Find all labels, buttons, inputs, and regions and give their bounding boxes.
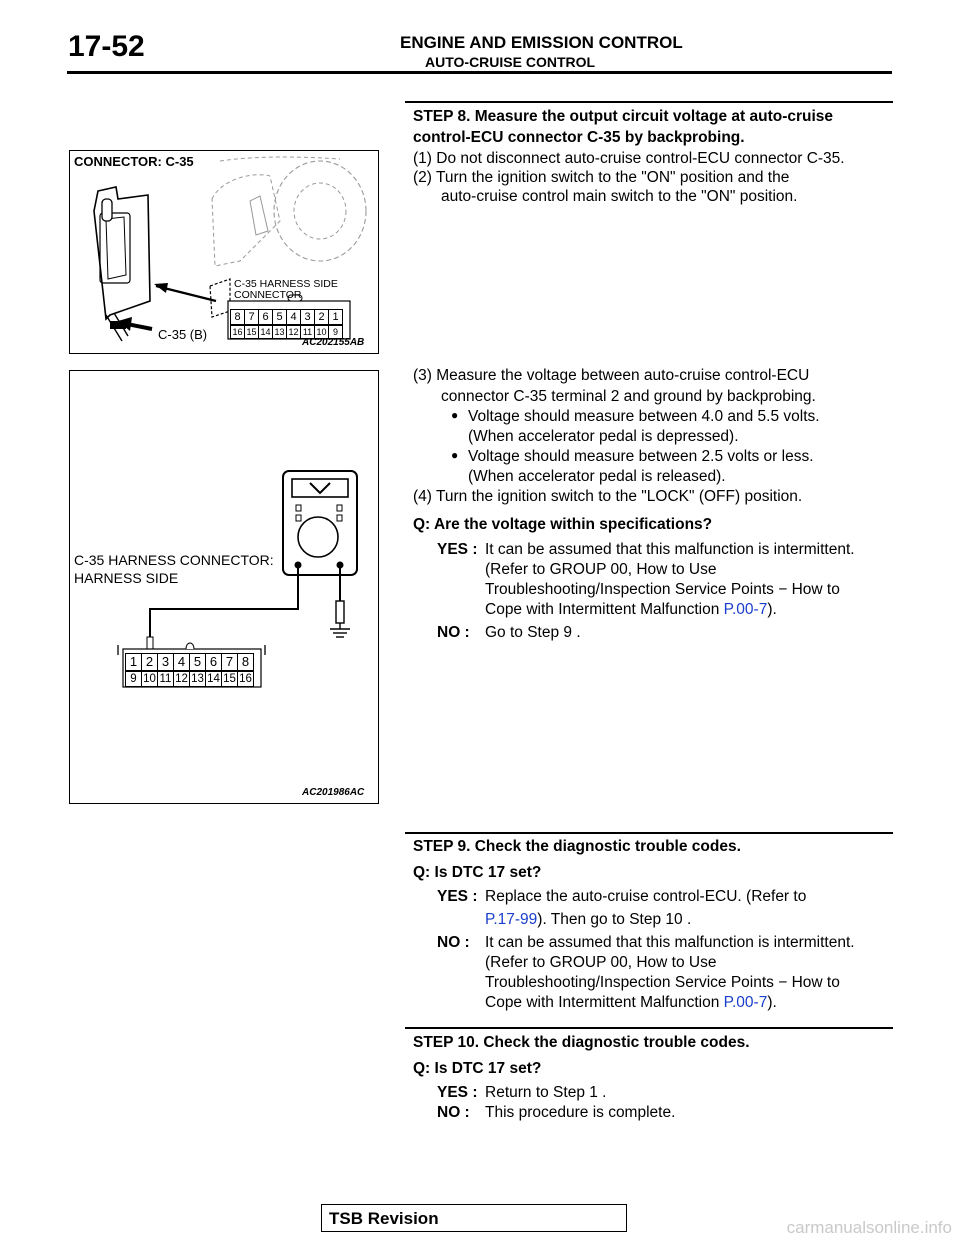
- connector-pin: 9: [125, 671, 142, 687]
- connector-pin: 14: [205, 671, 222, 687]
- harness-connector-label-line2: HARNESS SIDE: [74, 570, 179, 586]
- step8-item4: (4) Turn the ignition switch to the "LOCK" (OFF) position.: [413, 488, 803, 505]
- connector-pin: 7: [221, 653, 238, 671]
- step9-rule: [405, 832, 893, 834]
- step8-no-label: NO :: [437, 624, 470, 641]
- step8-item2-cont: auto-cruise control main switch to the "ON" position.: [441, 188, 798, 205]
- connector-pin: 6: [258, 309, 273, 325]
- step10-rule: [405, 1027, 893, 1029]
- connector-pin: 5: [189, 653, 206, 671]
- connector-pin: 1: [125, 653, 142, 671]
- step8-bullet1-cont: (When accelerator pedal is depressed).: [468, 428, 739, 445]
- step8-question: Q: Are the voltage within specifications?: [413, 516, 713, 533]
- bullet-icon: ●: [451, 448, 459, 462]
- step9-no-label: NO :: [437, 934, 470, 951]
- connector-pin: 10: [314, 325, 329, 339]
- step9-question: Q: Is DTC 17 set?: [413, 864, 542, 881]
- step10-question: Q: Is DTC 17 set?: [413, 1060, 542, 1077]
- step9-yes-text-2: P.17-99). Then go to Step 10 .: [485, 911, 692, 928]
- figure1-code: AC202155AB: [302, 337, 365, 348]
- tsb-revision-box: TSB Revision: [321, 1204, 627, 1232]
- step8-yes-text: It can be assumed that this malfunction is intermittent.: [485, 541, 855, 558]
- step8-bullet2-cont: (When accelerator pedal is released).: [468, 468, 726, 485]
- step8-yes-text-3: Troubleshooting/Inspection Service Points − How to: [485, 581, 840, 598]
- step8-yes-text-2: (Refer to GROUP 00, How to Use: [485, 561, 717, 578]
- step8-bullet2: Voltage should measure between 2.5 volts or less.: [468, 448, 814, 465]
- step9-title: STEP 9. Check the diagnostic trouble codes.: [413, 838, 741, 855]
- connector-pin: 8: [237, 653, 254, 671]
- connector-pin: 6: [205, 653, 222, 671]
- connector-pin: 10: [141, 671, 158, 687]
- step8-title: STEP 8. Measure the output circuit voltage at auto-cruise: [413, 108, 834, 125]
- connector-pin: 7: [244, 309, 259, 325]
- step8-yes-text-4: Cope with Intermittent Malfunction P.00-7).: [485, 601, 777, 618]
- connector-pin: 12: [173, 671, 190, 687]
- header-rule: [67, 71, 892, 74]
- connector-pin: 12: [286, 325, 301, 339]
- page-number: 17-52: [68, 30, 145, 63]
- connector-pin: 4: [173, 653, 190, 671]
- ref-link-p00-7[interactable]: P.00-7: [723, 994, 768, 1011]
- step9-yes-label: YES :: [437, 888, 478, 905]
- ref-link-p17-99[interactable]: P.17-99: [485, 911, 538, 928]
- harness-side-label-line2: CONNECTOR: [234, 289, 302, 301]
- step8-bullet1: Voltage should measure between 4.0 and 5.5 volts.: [468, 408, 820, 425]
- harness-side-label-line1: C-35 HARNESS SIDE: [234, 278, 338, 290]
- step10-no-label: NO :: [437, 1104, 470, 1121]
- connector-pin: 15: [221, 671, 238, 687]
- connector-pin: 16: [237, 671, 254, 687]
- step10-yes-label: YES :: [437, 1084, 478, 1101]
- step9-yes-text: Replace the auto-cruise control-ECU. (Refer to: [485, 888, 807, 905]
- step9-no-text-2: (Refer to GROUP 00, How to Use: [485, 954, 717, 971]
- connector-pin: 13: [189, 671, 206, 687]
- connector-pin: 3: [300, 309, 315, 325]
- figure1-title: CONNECTOR: C-35: [74, 154, 194, 169]
- connector-pin: 3: [157, 653, 174, 671]
- ref-link-p00-7[interactable]: P.00-7: [723, 601, 768, 618]
- step8-yes-label: YES :: [437, 541, 478, 558]
- connector-figure: [69, 150, 379, 354]
- step8-item1: (1) Do not disconnect auto-cruise control-ECU connector C-35.: [413, 150, 845, 167]
- connector-pin: 8: [230, 309, 245, 325]
- connector-pin: 2: [314, 309, 329, 325]
- voltmeter-illustration: [70, 371, 378, 803]
- connector-c35-label: C-35 (B): [158, 327, 208, 342]
- harness-connector-label: [74, 551, 274, 587]
- step9-no-text-3: Troubleshooting/Inspection Service Points − How to: [485, 974, 840, 991]
- step10-title: STEP 10. Check the diagnostic trouble codes.: [413, 1034, 750, 1051]
- connector-pin: 13: [272, 325, 287, 339]
- voltage-measurement-figure: [69, 370, 379, 804]
- step8-item3: (3) Measure the voltage between auto-cruise control-ECU: [413, 367, 810, 384]
- connector-pin: 9: [328, 325, 343, 339]
- figure2-code: AC201986AC: [302, 787, 365, 798]
- step10-yes-text: Return to Step 1 .: [485, 1084, 607, 1101]
- step9-no-text: It can be assumed that this malfunction is intermittent.: [485, 934, 855, 951]
- pin-row-top: [125, 653, 253, 671]
- connector-pin: 5: [272, 309, 287, 325]
- connector-pin: 15: [244, 325, 259, 339]
- section-title: ENGINE AND EMISSION CONTROL: [400, 33, 683, 52]
- pin-row-top: [230, 309, 342, 325]
- pin-row-bottom: [125, 671, 253, 687]
- section-subtitle: AUTO-CRUISE CONTROL: [425, 54, 596, 70]
- step8-item2: (2) Turn the ignition switch to the "ON" position and the: [413, 169, 790, 186]
- bullet-icon: ●: [451, 408, 459, 422]
- step9-no-text-4: Cope with Intermittent Malfunction P.00-7).: [485, 994, 777, 1011]
- connector-pin: 4: [286, 309, 301, 325]
- connector-pin: 14: [258, 325, 273, 339]
- connector-pin: 2: [141, 653, 158, 671]
- connector-pin: 11: [300, 325, 315, 339]
- step10-no-text: This procedure is complete.: [485, 1104, 676, 1121]
- connector-pin: 16: [230, 325, 245, 339]
- step8-no-text: Go to Step 9 .: [485, 624, 581, 641]
- connector-pin: 11: [157, 671, 174, 687]
- step8-title-line2: control-ECU connector C-35 by backprobing.: [413, 129, 745, 146]
- connector-pin: 1: [328, 309, 343, 325]
- watermark: carmanualsonline.info: [786, 1218, 952, 1237]
- harness-side-label: [234, 279, 338, 301]
- harness-connector-label-line1: C-35 HARNESS CONNECTOR:: [74, 552, 274, 568]
- step8-rule: [405, 101, 893, 103]
- step8-item3-cont: connector C-35 terminal 2 and ground by backprobing.: [441, 388, 816, 405]
